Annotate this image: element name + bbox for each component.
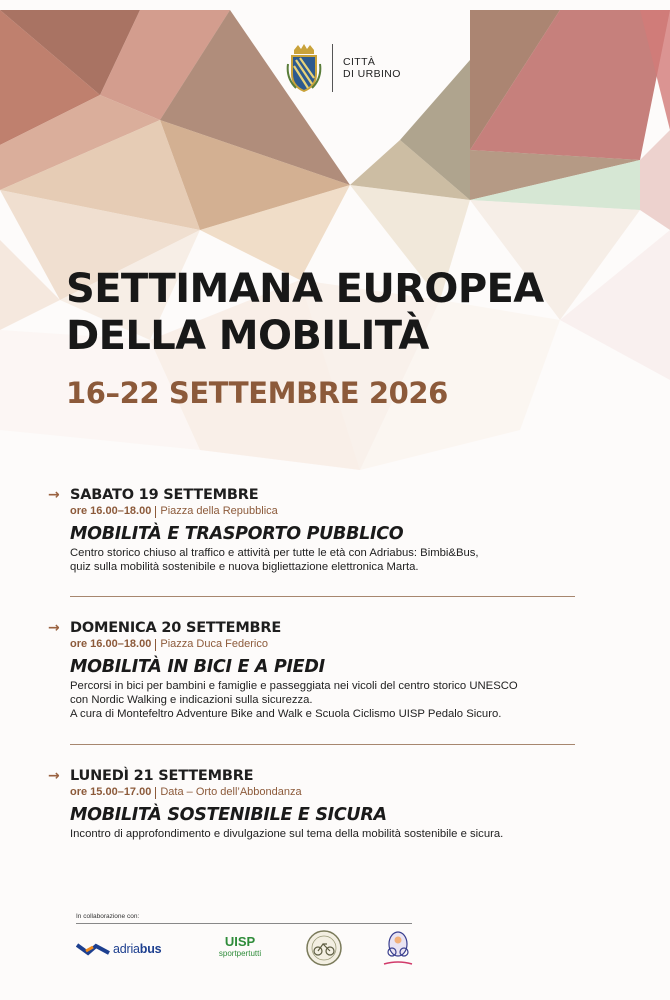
event-meta <box>70 785 608 800</box>
event-heading: MOBILITÀ E TRASPORTO PUBBLICO <box>70 524 404 544</box>
event-heading: MOBILITÀ SOSTENIBILE E SICURA <box>70 805 387 825</box>
city-name <box>343 56 401 80</box>
description-line: quiz sulla mobilità sostenibile e nuova bigliettazione elettronica Marta. <box>70 560 419 573</box>
section-divider <box>70 596 575 597</box>
uisp-subtitle: sportpertutti <box>218 949 262 958</box>
meta-divider <box>155 639 156 651</box>
city-logo <box>286 42 401 94</box>
arrow-right-icon: → <box>48 487 60 503</box>
event-time: ore 15.00–17.00 <box>70 786 152 798</box>
montefeltro-bike-badge-icon <box>305 929 343 967</box>
arrow-right-icon: → <box>48 768 60 784</box>
adriabus-wave-icon <box>76 941 110 957</box>
event-day-label: SABATO 19 SETTEMBRE <box>70 487 259 503</box>
event-day <box>48 619 608 637</box>
city-name-line1: CITTÀ <box>343 56 376 68</box>
collaboration-divider <box>76 923 412 924</box>
uisp-logo <box>210 935 270 958</box>
description-line: A cura di Montefeltro Adventure Bike and Walk e Scuola Ciclismo UISP Pedalo Sicuro. <box>70 707 502 720</box>
description-line: Percorsi in bici per bambini e famiglie e passeggiata nei vicoli del centro storico UNESCO <box>70 680 518 692</box>
logo-divider <box>332 44 333 92</box>
event-meta <box>70 637 608 652</box>
event-place: Data – Orto dell’Abbondanza <box>160 786 302 798</box>
event-place: Piazza Duca Federico <box>160 638 268 650</box>
event-block-3 <box>48 767 608 842</box>
event-day-label: DOMENICA 20 SETTEMBRE <box>70 620 282 636</box>
event-time: ore 16.00–18.00 <box>70 638 152 650</box>
event-meta <box>70 504 608 519</box>
section-divider <box>70 744 575 745</box>
event-description <box>70 547 608 575</box>
event-day <box>48 767 608 785</box>
pedalo-sicuro-logo-icon <box>380 928 416 970</box>
event-description <box>70 680 608 721</box>
event-heading: MOBILITÀ IN BICI E A PIEDI <box>70 657 325 677</box>
title-line2: DELLA MOBILITÀ <box>66 313 429 359</box>
event-block-2 <box>48 619 608 721</box>
arrow-right-icon: → <box>48 620 60 636</box>
poster-title <box>66 266 626 360</box>
adriabus-wordmark-b: bus <box>139 942 162 956</box>
event-time: ore 16.00–18.00 <box>70 505 152 517</box>
event-place: Piazza della Repubblica <box>160 505 278 517</box>
title-line1: SETTIMANA EUROPEA <box>66 266 544 312</box>
adriabus-wordmark-a: adria <box>113 942 140 956</box>
description-line: con Nordic Walking e indicazioni sulla sicurezza. <box>70 693 313 706</box>
adriabus-wordmark <box>113 942 161 956</box>
meta-divider <box>155 787 156 799</box>
description-line: Incontro di approfondimento e divulgazione sul tema della mobilità sostenibile e sicura. <box>70 828 504 840</box>
event-day-label: LUNEDÌ 21 SETTEMBRE <box>70 768 254 784</box>
adriabus-logo <box>76 937 161 961</box>
collaboration-label: In collaborazione con: <box>76 913 140 920</box>
description-line: Centro storico chiuso al traffico e attività per tutte le età con Adriabus: Bimbi&Bus, <box>70 547 479 559</box>
meta-divider <box>155 506 156 518</box>
event-dates: 16–22 SETTEMBRE 2026 <box>66 376 448 410</box>
uisp-wordmark: UISP <box>224 934 256 949</box>
event-block-1 <box>48 486 608 575</box>
city-name-line2: DI URBINO <box>343 68 401 80</box>
event-day <box>48 486 608 504</box>
urbino-coat-of-arms-icon <box>286 44 322 92</box>
event-description <box>70 828 608 842</box>
